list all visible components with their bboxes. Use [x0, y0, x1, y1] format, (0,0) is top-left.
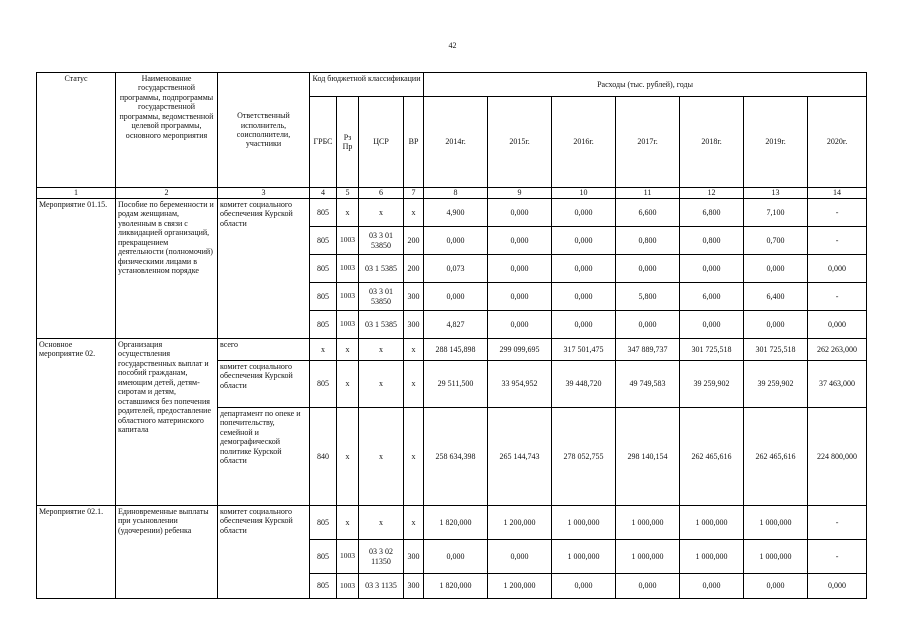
- cell-value: 299 099,695: [488, 339, 552, 361]
- header-status: Статус: [37, 73, 116, 188]
- header-year: 2014г.: [424, 97, 488, 188]
- column-number: 1: [37, 188, 116, 199]
- row-status: Мероприятие 02.1.: [37, 506, 116, 599]
- cell-value: 301 725,518: [680, 339, 744, 361]
- cell-value: 37 463,000: [808, 361, 867, 408]
- cell-value: 1 000,000: [616, 540, 680, 574]
- cell-grbs: 805: [310, 283, 337, 311]
- cell-value: 1 000,000: [616, 506, 680, 540]
- cell-rzpr: х: [337, 199, 359, 227]
- row-name: Организация осуществления государственных выплат и пособий гражданам, имеющим детей, детям-сиротам и детям, оставшимся без попечения родителей, предоставление областного материнского капитала: [116, 339, 218, 506]
- column-number: 2: [116, 188, 218, 199]
- cell-rzpr: х: [337, 506, 359, 540]
- header-name: Наименование государственной программы, подпрограммы государственной программы, ведомственной целевой программы, основного мероприятия: [116, 73, 218, 188]
- header-kbk: Код бюджетной классификации: [310, 73, 424, 97]
- row-executor: всего: [218, 339, 310, 361]
- cell-grbs: 805: [310, 311, 337, 339]
- cell-csr: х: [359, 199, 404, 227]
- header-year: 2017г.: [616, 97, 680, 188]
- cell-value: 1 000,000: [680, 540, 744, 574]
- cell-value: 0,000: [680, 255, 744, 283]
- cell-value: 5,800: [616, 283, 680, 311]
- cell-value: 0,073: [424, 255, 488, 283]
- cell-value: -: [808, 540, 867, 574]
- column-number: 6: [359, 188, 404, 199]
- cell-value: 0,700: [744, 227, 808, 255]
- cell-grbs: 840: [310, 408, 337, 506]
- header-year: 2019г.: [744, 97, 808, 188]
- cell-value: 1 000,000: [680, 506, 744, 540]
- cell-value: 1 200,000: [488, 506, 552, 540]
- column-number: 10: [552, 188, 616, 199]
- cell-value: 278 052,755: [552, 408, 616, 506]
- column-number: 12: [680, 188, 744, 199]
- cell-value: 0,000: [424, 540, 488, 574]
- cell-value: 29 511,500: [424, 361, 488, 408]
- cell-value: 1 820,000: [424, 506, 488, 540]
- cell-value: 4,827: [424, 311, 488, 339]
- cell-value: 7,100: [744, 199, 808, 227]
- column-number: 3: [218, 188, 310, 199]
- cell-value: 0,000: [488, 283, 552, 311]
- cell-vr: х: [404, 506, 424, 540]
- cell-value: -: [808, 283, 867, 311]
- cell-value: 0,000: [680, 574, 744, 599]
- column-number: 8: [424, 188, 488, 199]
- cell-csr: 03 1 5385: [359, 255, 404, 283]
- cell-value: -: [808, 227, 867, 255]
- cell-grbs: 805: [310, 574, 337, 599]
- cell-rzpr: 1003: [337, 540, 359, 574]
- cell-rzpr: 1003: [337, 311, 359, 339]
- cell-value: 0,000: [680, 311, 744, 339]
- cell-value: 262 465,616: [680, 408, 744, 506]
- header-rzpr: Рз Пр: [337, 97, 359, 188]
- cell-value: 4,900: [424, 199, 488, 227]
- cell-value: 1 000,000: [552, 506, 616, 540]
- cell-value: 0,000: [488, 227, 552, 255]
- header-expenses: Расходы (тыс. рублей), годы: [424, 73, 867, 97]
- cell-vr: х: [404, 339, 424, 361]
- cell-value: 347 889,737: [616, 339, 680, 361]
- cell-value: 0,000: [488, 540, 552, 574]
- cell-csr: 03 3 02 11350: [359, 540, 404, 574]
- column-number: 14: [808, 188, 867, 199]
- cell-value: 0,000: [808, 255, 867, 283]
- cell-vr: х: [404, 361, 424, 408]
- header-year: 2020г.: [808, 97, 867, 188]
- cell-grbs: х: [310, 339, 337, 361]
- cell-rzpr: 1003: [337, 255, 359, 283]
- cell-value: 0,000: [488, 199, 552, 227]
- cell-grbs: 805: [310, 506, 337, 540]
- cell-csr: х: [359, 339, 404, 361]
- cell-value: 1 000,000: [552, 540, 616, 574]
- row-name: Пособие по беременности и родам женщинам, уволенным в связи с ликвидацией организаций, прекращением деятельности (полномочий) физическими лицами в установленном порядке: [116, 199, 218, 339]
- cell-value: 317 501,475: [552, 339, 616, 361]
- cell-value: 0,000: [552, 199, 616, 227]
- cell-csr: 03 1 5385: [359, 311, 404, 339]
- cell-value: 1 820,000: [424, 574, 488, 599]
- cell-rzpr: х: [337, 408, 359, 506]
- row-status: Мероприятие 01.15.: [37, 199, 116, 339]
- header-executor: Ответственный исполнитель, соисполнители, участники: [218, 73, 310, 188]
- cell-rzpr: 1003: [337, 283, 359, 311]
- cell-value: 0,000: [552, 255, 616, 283]
- cell-value: 0,000: [488, 255, 552, 283]
- cell-vr: 300: [404, 311, 424, 339]
- cell-value: 0,000: [744, 574, 808, 599]
- cell-value: 0,000: [488, 311, 552, 339]
- cell-csr: 03 3 01 53850: [359, 227, 404, 255]
- header-vr: ВР: [404, 97, 424, 188]
- column-number: 4: [310, 188, 337, 199]
- column-number: 11: [616, 188, 680, 199]
- cell-rzpr: 1003: [337, 574, 359, 599]
- cell-vr: 300: [404, 574, 424, 599]
- row-executor: департамент по опеке и попечительству, семейной и демографической политике Курской области: [218, 408, 310, 506]
- header-year: 2016г.: [552, 97, 616, 188]
- cell-value: 39 448,720: [552, 361, 616, 408]
- cell-value: 6,400: [744, 283, 808, 311]
- page-number: 42: [448, 41, 457, 50]
- cell-value: 0,000: [808, 311, 867, 339]
- cell-rzpr: х: [337, 361, 359, 408]
- budget-table: [36, 72, 867, 599]
- cell-value: 0,000: [616, 311, 680, 339]
- cell-value: 0,000: [552, 227, 616, 255]
- table-row: [37, 506, 867, 540]
- cell-vr: 300: [404, 283, 424, 311]
- cell-csr: х: [359, 408, 404, 506]
- cell-grbs: 805: [310, 227, 337, 255]
- cell-value: 0,000: [424, 227, 488, 255]
- row-name: Единовременные выплаты при усыновлении (удочерении) ребенка: [116, 506, 218, 599]
- cell-vr: 200: [404, 255, 424, 283]
- cell-csr: 03 3 01 53850: [359, 283, 404, 311]
- cell-value: 301 725,518: [744, 339, 808, 361]
- cell-value: 0,000: [552, 283, 616, 311]
- cell-value: 262 465,616: [744, 408, 808, 506]
- column-number: 9: [488, 188, 552, 199]
- cell-value: 262 263,000: [808, 339, 867, 361]
- cell-value: 1 200,000: [488, 574, 552, 599]
- cell-vr: 200: [404, 227, 424, 255]
- cell-value: 298 140,154: [616, 408, 680, 506]
- row-status: Основное мероприятие 02.: [37, 339, 116, 506]
- cell-value: -: [808, 199, 867, 227]
- cell-grbs: 805: [310, 255, 337, 283]
- cell-grbs: 805: [310, 361, 337, 408]
- cell-vr: 300: [404, 540, 424, 574]
- table-row: [37, 199, 867, 227]
- header-grbs: ГРБС: [310, 97, 337, 188]
- column-number: 7: [404, 188, 424, 199]
- row-executor: комитет социального обеспечения Курской области: [218, 199, 310, 339]
- cell-csr: 03 3 1135: [359, 574, 404, 599]
- cell-grbs: 805: [310, 540, 337, 574]
- cell-value: 0,800: [616, 227, 680, 255]
- row-executor: комитет социального обеспечения Курской области: [218, 361, 310, 408]
- cell-value: 0,000: [744, 311, 808, 339]
- header-year: 2018г.: [680, 97, 744, 188]
- cell-grbs: 805: [310, 199, 337, 227]
- header-year: 2015г.: [488, 97, 552, 188]
- cell-value: 6,800: [680, 199, 744, 227]
- cell-value: 49 749,583: [616, 361, 680, 408]
- cell-value: -: [808, 506, 867, 540]
- column-number: 5: [337, 188, 359, 199]
- cell-value: 265 144,743: [488, 408, 552, 506]
- cell-value: 39 259,902: [744, 361, 808, 408]
- cell-rzpr: х: [337, 339, 359, 361]
- cell-value: 0,000: [552, 574, 616, 599]
- cell-value: 0,800: [680, 227, 744, 255]
- cell-value: 39 259,902: [680, 361, 744, 408]
- cell-value: 224 800,000: [808, 408, 867, 506]
- row-executor: комитет социального обеспечения Курской области: [218, 506, 310, 599]
- cell-value: 0,000: [744, 255, 808, 283]
- cell-csr: х: [359, 506, 404, 540]
- cell-value: 6,000: [680, 283, 744, 311]
- cell-value: 33 954,952: [488, 361, 552, 408]
- cell-value: 0,000: [552, 311, 616, 339]
- cell-value: 0,000: [808, 574, 867, 599]
- cell-value: 1 000,000: [744, 540, 808, 574]
- cell-value: 1 000,000: [744, 506, 808, 540]
- cell-vr: х: [404, 199, 424, 227]
- cell-value: 258 634,398: [424, 408, 488, 506]
- column-number: 13: [744, 188, 808, 199]
- cell-value: 6,600: [616, 199, 680, 227]
- header-csr: ЦСР: [359, 97, 404, 188]
- cell-value: 288 145,898: [424, 339, 488, 361]
- table-row: [37, 339, 867, 361]
- cell-rzpr: 1003: [337, 227, 359, 255]
- cell-vr: х: [404, 408, 424, 506]
- cell-value: 0,000: [616, 255, 680, 283]
- cell-value: 0,000: [616, 574, 680, 599]
- cell-value: 0,000: [424, 283, 488, 311]
- cell-csr: х: [359, 361, 404, 408]
